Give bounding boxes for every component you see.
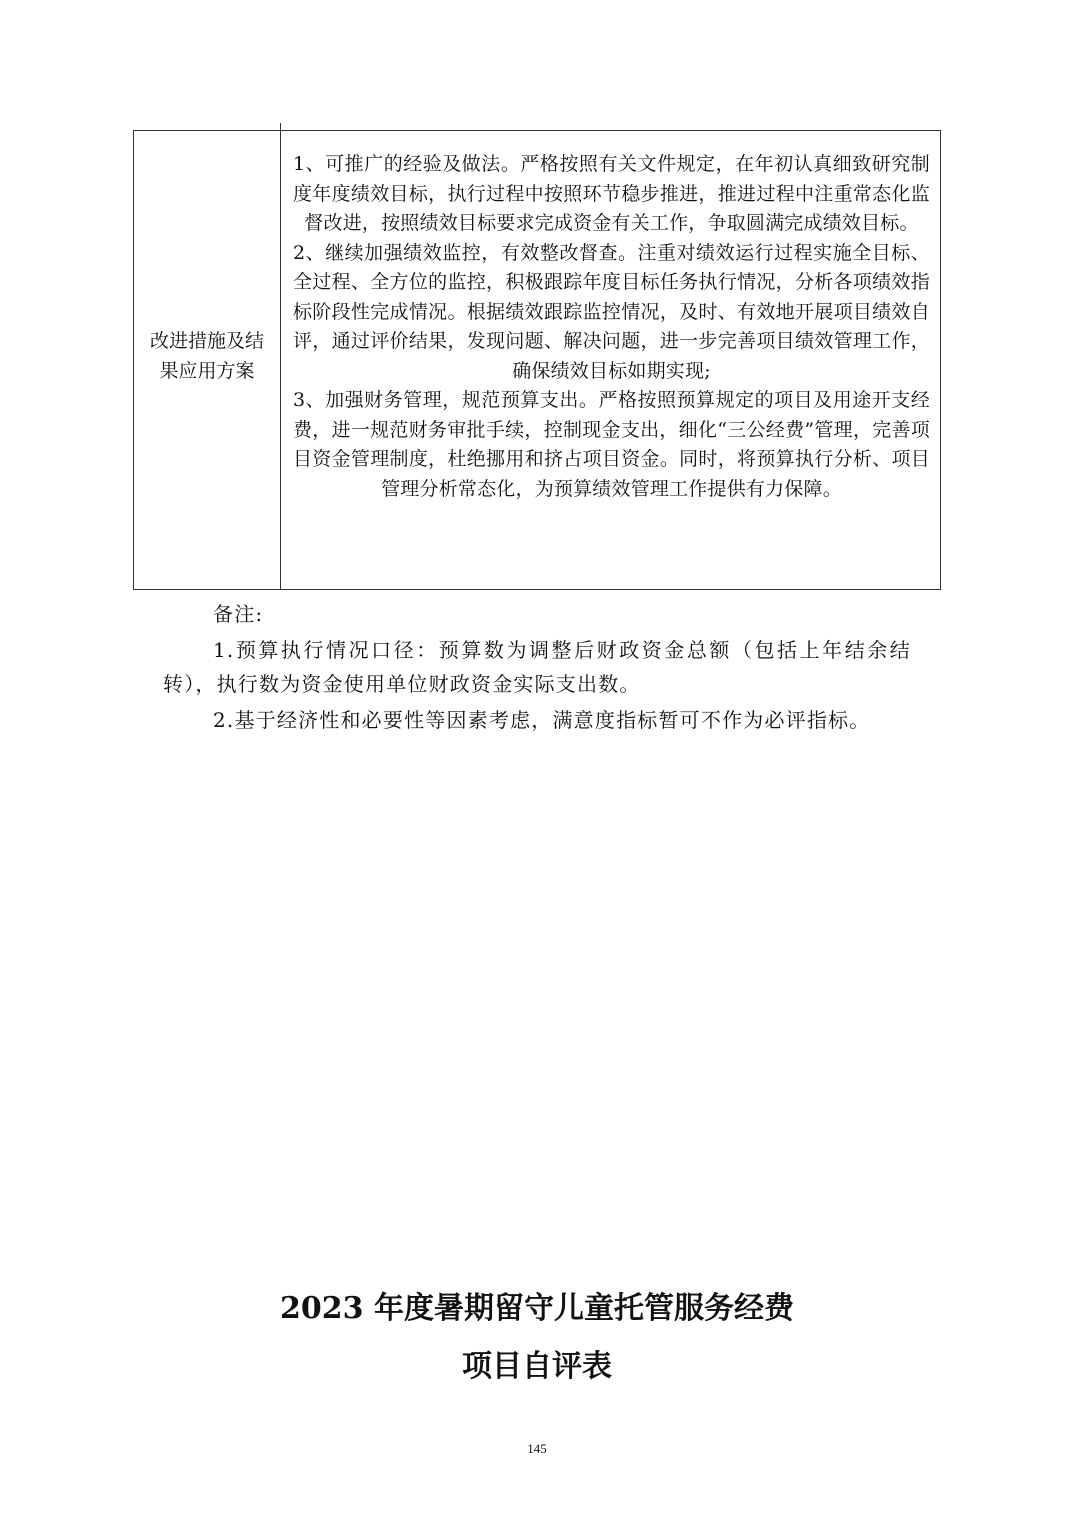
measure-paragraph-3: 3、加强财务管理，规范预算支出。严格按照预算规定的项目及用途开支经费，进一规范财务审批手续，控制现金支出，细化“三公经费”管理，完善项目资金管理制度，杜绝挪用和挤占项目资金。同时，将预算执行分析、项目管理分析常态化，为预算绩效管理工作提供有力保障。 — [293, 389, 930, 500]
note-item-1: 1.预算执行情况口径：预算数为调整后财政资金总额（包括上年结余结转），执行数为资金使用单位财政资金实际支出数。 — [163, 638, 911, 696]
title-line-2: 项目自评表 — [462, 1349, 612, 1384]
measure-paragraph-2: 2、继续加强绩效监控，有效整改督查。注重对绩效运行过程实施全目标、全过程、全方位的监控，积极跟踪年度目标任务执行情况，分析各项绩效指标阶段性完成情况。根据绩效跟踪监控情况，及时、有效地开展项目绩效自评，通过评价结果，发现问题、解决问题，进一步完善项目绩效管理工作，确保绩效目标如期实现; — [293, 241, 930, 382]
measure-paragraph-1: 1、可推广的经验及做法。严格按照有关文件规定，在年初认真细致研究制度年度绩效目标，执行过程中按照环节稳步推进，推进过程中注重常态化监督改进，按照绩效目标要求完成资金有关工作，争取圆满完成绩效目标。 — [293, 153, 930, 234]
notes-section — [163, 597, 911, 737]
title-line-1: 2023 年度暑期留守儿童托管服务经费 — [280, 1291, 794, 1326]
notes-heading: 备注: — [213, 602, 264, 626]
page-number: 145 — [527, 1441, 547, 1456]
table-label-cell — [134, 123, 281, 589]
note-item-2: 2.基于经济性和必要性等因素考虑，满意度指标暂可不作为必评指标。 — [213, 708, 871, 732]
table-label-text: 改进措施及结果应用方案 — [149, 330, 264, 382]
evaluation-table — [133, 130, 941, 590]
section-title — [0, 1283, 1074, 1393]
table-content-cell — [281, 131, 940, 589]
